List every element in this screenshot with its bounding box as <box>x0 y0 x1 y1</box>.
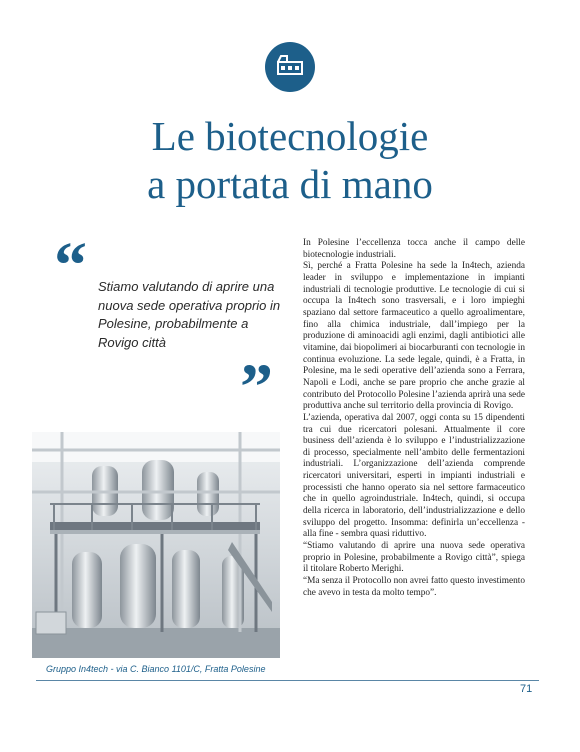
pull-quote: Stiamo valutando di aprire una nuova sede operativa proprio in Polesine, probabilmente a Rovigo città <box>98 279 281 350</box>
article-paragraph: L’azienda, operativa dal 2007, oggi conta su 15 dipendenti tra cui due ricercatori polesani. Attualmente il core business dell’azienda è lo sviluppo e l’industrializzazione di processo, specialmente nell’ambito delle fermentazioni industriali. L’organizzazione dell’azienda comprende ricercatori universitari, esperti in impianti industriali e processisti che hanno operato sia nel settore farmaceutico che in quello agroindustriale. In4tech, quindi, si occupa della ricerca in laboratorio, dell’industrializzazione e dello sviluppo del progetto. Insomma: definirla un’eccellenza - alla fine - sembra quasi riduttivo. <box>303 412 525 540</box>
page-title <box>0 112 580 208</box>
factory-icon <box>265 42 315 92</box>
close-quote-icon: ” <box>240 351 273 424</box>
article-body <box>303 238 525 599</box>
factory-photo <box>32 432 280 658</box>
photo-caption: Gruppo In4tech - via C. Bianco 1101/C, Fratta Polesine <box>46 664 266 674</box>
open-quote-icon: “ <box>54 229 87 302</box>
article-paragraph: Sì, perché a Fratta Polesine ha sede la In4tech, azienda leader in sviluppo e implementazione in impianti industriali di tecnologie produttive. Le tecnologie di cui si occupa la In4tech sono trasversali, e i loro impieghi spaziano dal settore farmaceutico a quello agroalimentare, fino alla chimica industriale, dall’impiego per la produzione di aminoacidi agli enzimi, dagli antibiotici alle vitamine, dai biopolimeri ai biocarburanti con tecnologie in continua evoluzione. La sede legale, quindi, è a Fratta, in Polesine, ma le sedi operative dell’azienda sono a Ferrara, Napoli e Lodi, anche se pare proprio che anche grazie al contributo del Protocollo Polesine l’azienda aprirà una sede produttiva anche sul territorio della provincia di Rovigo. <box>303 261 525 412</box>
article-paragraph: In Polesine l’eccellenza tocca anche il campo delle biotecnologie industriali. <box>303 238 525 260</box>
article-paragraph: “Ma senza il Protocollo non avrei fatto questo investimento che avevo in testa da molto tempo”. <box>303 576 525 598</box>
title-line-1: Le biotecnologie <box>151 113 429 159</box>
article-paragraph: “Stiamo valutando di aprire una nuova sede operativa proprio in Polesine, probabilmente a Rovigo città”, spiega il titolare Roberto Merighi. <box>303 541 525 575</box>
footer-divider <box>36 680 539 681</box>
page-number: 71 <box>520 683 533 695</box>
title-line-2: a portata di mano <box>147 161 433 207</box>
